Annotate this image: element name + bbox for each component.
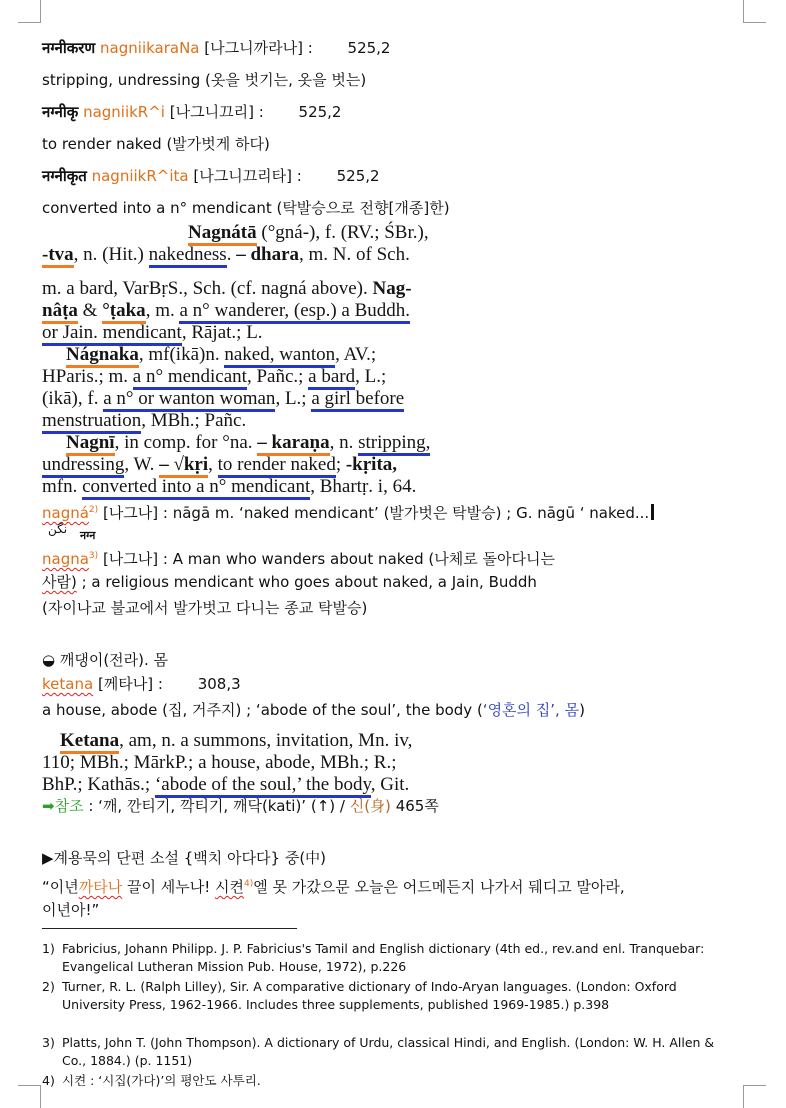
- scan-text: ,: [208, 454, 218, 475]
- scan-headword: – √kṛi: [159, 454, 208, 478]
- scan-highlight: a n° or wanton woman: [103, 388, 275, 412]
- scan-row: [188, 222, 429, 244]
- reference-line: [42, 796, 439, 816]
- entry-roman: nagniikaraNa: [100, 39, 200, 57]
- story-text: 시켠: [215, 878, 245, 896]
- entry-devanagari: नग्नीकरण: [42, 39, 96, 57]
- ketana-gloss: [42, 700, 585, 720]
- scan-text: , Bhartṛ. i, 64.: [310, 476, 417, 497]
- scan-text: , m.: [145, 300, 180, 321]
- scan-text: &: [77, 300, 103, 321]
- section-heading: [42, 650, 168, 670]
- section-title: 깨댕이(전라). 몸: [55, 651, 169, 669]
- reference-label: 참조: [54, 797, 84, 815]
- scan-headword: Nagnátā: [188, 222, 257, 246]
- scan-highlight: stripping,: [358, 432, 430, 456]
- ketana-headline: [42, 674, 241, 694]
- scan-row: [66, 432, 430, 454]
- scanned-dictionary-excerpt: [42, 222, 492, 497]
- scan-headword: – dhara: [236, 244, 300, 265]
- entry-gloss-2: to render naked (발가벗게 하다): [42, 135, 270, 153]
- arabic-script: نگن: [48, 522, 68, 536]
- scan-row: [42, 366, 386, 388]
- nagna-word: nagna: [42, 550, 89, 568]
- ketana-gloss-korean: ‘영혼의 집’, 몸: [482, 701, 580, 719]
- scan-text: , n.: [329, 432, 359, 453]
- ketana-page: 308,3: [197, 675, 241, 693]
- nagna-definition: [나그나] : nāgā m. ‘naked mendicant’ (발가벗은 탁발승) ; G. nāgū ‘ naked...: [102, 504, 650, 522]
- story-title: ▶계용묵의 단편 소설 {백치 아다다} 중(中): [42, 849, 327, 867]
- entry-page: 525,2: [298, 103, 342, 121]
- entry-headline-2: [42, 102, 341, 122]
- scan-row: [42, 300, 410, 322]
- nagna-devanagari: नग्न: [80, 529, 96, 542]
- footnote-number: 3): [42, 1035, 55, 1050]
- footnote-1: [42, 940, 722, 976]
- footnote-text: Fabricius, Johann Philipp. J. P. Fabricius's Tamil and English dictionary (4th ed., rev.and enl. Tranquebar: Evangelical Lutheran Mission Pub. House, 1972), p.226: [62, 941, 705, 974]
- scan-row: [42, 244, 410, 266]
- ketana-word: ketana: [42, 675, 94, 693]
- entry-korean: [나그니끄리] :: [169, 103, 264, 121]
- entry-roman: nagniikR^ita: [91, 167, 189, 185]
- entry-gloss-1: stripping, undressing (옷을 벗기는, 옷을 벗는): [42, 71, 367, 89]
- scan-highlight: converted into a n° mendicant: [82, 476, 310, 500]
- crop-mark-top-left: [18, 0, 41, 23]
- story-highlight-word: 까타나: [78, 878, 123, 896]
- scan-highlight: or Jain. mendicant: [42, 322, 182, 346]
- entry-korean: [나그니끄리타] :: [193, 167, 302, 185]
- entry-headline-1: [42, 38, 390, 58]
- scan-text: ;: [335, 454, 346, 475]
- scan-row: [42, 322, 263, 344]
- scan-text: (°gná-), f. (RV.; ŚBr.),: [256, 222, 429, 243]
- scan-headword: °ṭaka: [102, 300, 146, 324]
- scan-row: [42, 476, 416, 498]
- nagna-entry-2: [42, 500, 654, 523]
- scan-headword: nâṭa: [42, 300, 78, 324]
- footnote-text: Turner, R. L. (Ralph Lilley), Sir. A comparative dictionary of Indo-Aryan languages. (London: Oxford University Press, 1962-1966. Includes three supplements, published 1969-1985.) p.398: [62, 979, 677, 1012]
- text-cursor: [651, 504, 654, 520]
- scan-highlight: undressing: [42, 454, 124, 478]
- crop-mark-bottom-left: [18, 1085, 41, 1108]
- scan-headword: Nag-: [372, 278, 412, 299]
- ketana-gloss-text: a house, abode (집, 거주지) ; ‘abode of the soul’, the body (: [42, 701, 483, 719]
- scan-text: , Git.: [370, 774, 410, 795]
- scan-highlight: menstruation: [42, 410, 141, 434]
- scan-text: , n. (Hit.): [73, 244, 149, 265]
- scan-headword: Ketana: [60, 730, 119, 754]
- story-quote-line2: 이년아!”: [42, 901, 100, 919]
- nagna-text: 사람): [42, 573, 77, 591]
- ketana-korean: [께타나] :: [97, 675, 163, 693]
- scan-row: 110; MBh.; MārkP.; a house, abode, MBh.; R.;: [42, 752, 397, 773]
- footnote-3: [42, 1034, 722, 1070]
- nagna-word: nagná: [42, 504, 89, 522]
- scan-text: .: [226, 244, 237, 265]
- scan-highlight: a n° mendicant: [133, 366, 247, 390]
- nagna-entry-3: [42, 546, 555, 569]
- footnote-text: Platts, John T. (John Thompson). A dictionary of Urdu, classical Hindi, and English. (London: W. H. Allen & Co., 1884.) (p. 1151): [62, 1035, 715, 1068]
- footnote-ref-4[interactable]: 4): [244, 879, 254, 889]
- scan-text: , L.;: [275, 388, 312, 409]
- entry-korean: [나그니까라나] :: [204, 39, 313, 57]
- scan-row: [42, 410, 246, 432]
- scan-text: , Rājat.; L.: [181, 322, 263, 343]
- scan-highlight: a bard: [308, 366, 355, 390]
- scan-headword: -tva: [42, 244, 74, 268]
- footnote-separator: [42, 928, 297, 929]
- section-bullet-icon: ◒: [42, 651, 56, 669]
- entry-gloss-3: converted into a n° mendicant (탁발승으로 전향[개종]한): [42, 199, 450, 217]
- reference-shin: 신(身): [349, 797, 391, 815]
- story-text: 끌이 세누나!: [122, 878, 216, 896]
- entry-devanagari: नग्नीकृत: [42, 167, 87, 185]
- footnote-number: 4): [42, 1073, 55, 1088]
- scan-highlight: ‘abode of the soul,’ the body: [155, 774, 371, 798]
- story-text: “이년: [42, 878, 79, 896]
- footnote-number: 1): [42, 941, 55, 956]
- scan-text: , mf(ikā)n.: [138, 344, 225, 365]
- scan-text: , AV.;: [335, 344, 377, 365]
- scan-row: [42, 454, 397, 476]
- scan-text: , Pañc.;: [246, 366, 309, 387]
- scan-row: [66, 344, 376, 366]
- crop-mark-bottom-right: [743, 1085, 766, 1108]
- scanned-ketana-excerpt: [42, 730, 492, 798]
- entry-roman: nagniikR^i: [83, 103, 165, 121]
- scan-row: [60, 730, 412, 752]
- entry-page: 525,2: [336, 167, 380, 185]
- nagna-definition-line3: (자이나교 불교에서 발가벗고 다니는 종교 탁발승): [42, 599, 368, 617]
- footnote-number: 2): [42, 979, 55, 994]
- scan-highlight: nakedness: [149, 244, 227, 268]
- footnote-2: [42, 978, 722, 1014]
- nagna-definition-line1: [나그나] : A man who wanders about naked (나체로 돌아다니는: [102, 550, 555, 568]
- reference-page: 465쪽: [390, 797, 439, 815]
- scan-highlight: naked, wanton: [224, 344, 335, 368]
- footnote-4: [42, 1072, 722, 1090]
- scan-highlight: a girl before: [311, 388, 404, 412]
- scan-text: HParis.; m.: [42, 366, 133, 387]
- nagna-definition-line2: [42, 572, 537, 592]
- scan-highlight: to render naked: [218, 454, 336, 478]
- scan-text: , W.: [124, 454, 160, 475]
- scan-row: [42, 278, 412, 300]
- scan-text: mfn.: [42, 476, 83, 497]
- entry-headline-3: [42, 166, 380, 186]
- scan-text: , m. N. of Sch.: [299, 244, 410, 265]
- footnote-text: 시켠 : ‘시집(가다)’의 평안도 사투리.: [62, 1073, 261, 1088]
- scan-text: , L.;: [355, 366, 387, 387]
- footnote-ref-2[interactable]: 2): [88, 505, 99, 515]
- scan-text: , am, n. a summons, invitation, Mn. iv,: [119, 730, 413, 751]
- scan-text: m. a bard, VarBṛS., Sch. (cf. nagná above).: [42, 278, 373, 299]
- arrow-right-icon: ➡: [42, 797, 55, 815]
- scan-text: , in comp. for °na.: [114, 432, 258, 453]
- scan-headword: Nagnī: [66, 432, 115, 456]
- footnote-ref-3[interactable]: 3): [88, 551, 99, 561]
- story-quote-line1: [42, 874, 625, 897]
- scan-row: [42, 388, 404, 410]
- scan-headword: – karaṇa: [257, 432, 329, 456]
- scan-row: [42, 774, 409, 796]
- entry-devanagari: नग्नीकृ: [42, 103, 79, 121]
- scan-text: (ikā), f.: [42, 388, 104, 409]
- scan-text: BhP.; Kathās.;: [42, 774, 155, 795]
- scan-highlight: a n° wanderer, (esp.) a Buddh.: [179, 300, 410, 324]
- scan-headword: -kṛita,: [345, 454, 398, 475]
- story-text: 엘 못 가갔으문 오늘은 어드메든지 나가서 뒈디고 말아라,: [253, 878, 625, 896]
- reference-text: : ‘깨, 깐티기, 깍티기, 깨닥(kati)’ (↑) /: [83, 797, 350, 815]
- entry-page: 525,2: [347, 39, 391, 57]
- crop-mark-top-right: [743, 0, 766, 23]
- scan-headword: Nágnaka: [66, 344, 139, 368]
- ketana-gloss-text: ): [579, 701, 585, 719]
- nagna-text: ; a religious mendicant who goes about naked, a Jain, Buddh: [76, 573, 537, 591]
- scan-text: , MBh.; Pañc.: [141, 410, 247, 431]
